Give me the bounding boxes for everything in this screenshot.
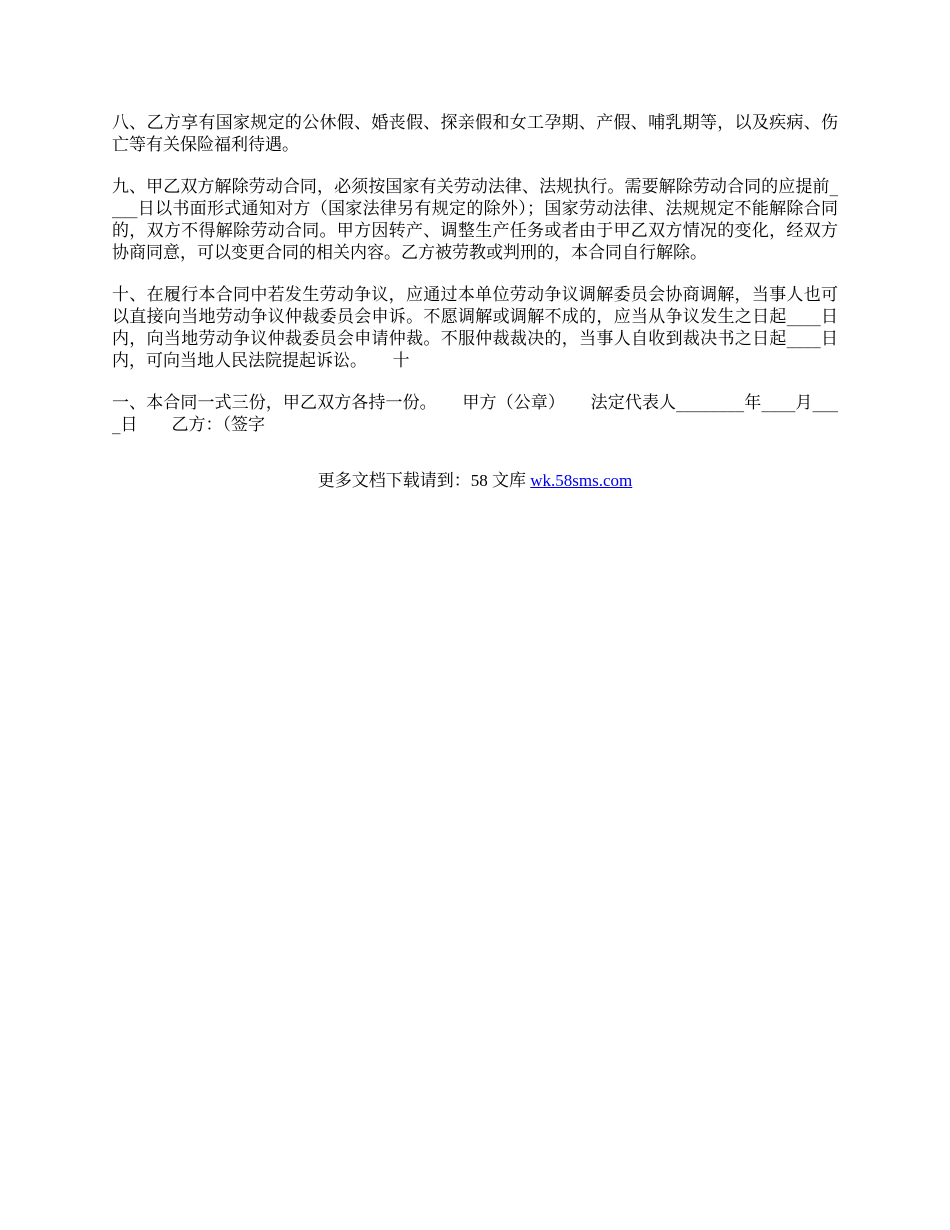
paragraph-10: 十、在履行本合同中若发生劳动争议，应通过本单位劳动争议调解委员会协商调解，当事人也可以直接向当地劳动争议仲裁委员会申诉。不愿调解或调解不成的，应当从争议发生之日起____日内，向当地劳动争议仲裁委员会申请仲裁。不服仲裁裁决的，当事人自收到裁决书之日起____日内，可向当地人民法院提起诉讼。 十 — [112, 285, 838, 371]
paragraph-9: 九、甲乙双方解除劳动合同，必须按国家有关劳动法律、法规执行。需要解除劳动合同的应提前____日以书面形式通知对方（国家法律另有规定的除外）；国家劳动法律、法规规定不能解除合同的，双方不得解除劳动合同。甲方因转产、调整生产任务或者由于甲乙双方情况的变化，经双方协商同意，可以变更合同的相关内容。乙方被劳教或判刑的，本合同自行解除。 — [112, 177, 838, 263]
footer-link[interactable]: wk.58sms.com — [530, 471, 633, 490]
paragraph-11: 一、本合同一式三份，甲乙双方各持一份。 甲方（公章） 法定代表人________年____月____日 乙方：（签字 — [112, 393, 838, 435]
footer-prefix: 更多文档下载请到：58 文库 — [317, 471, 531, 490]
document-body — [112, 112, 838, 456]
paragraph-8: 八、乙方享有国家规定的公休假、婚丧假、探亲假和女工孕期、产假、哺乳期等，以及疾病、伤亡等有关保险福利待遇。 — [112, 113, 838, 155]
footer — [0, 470, 950, 492]
